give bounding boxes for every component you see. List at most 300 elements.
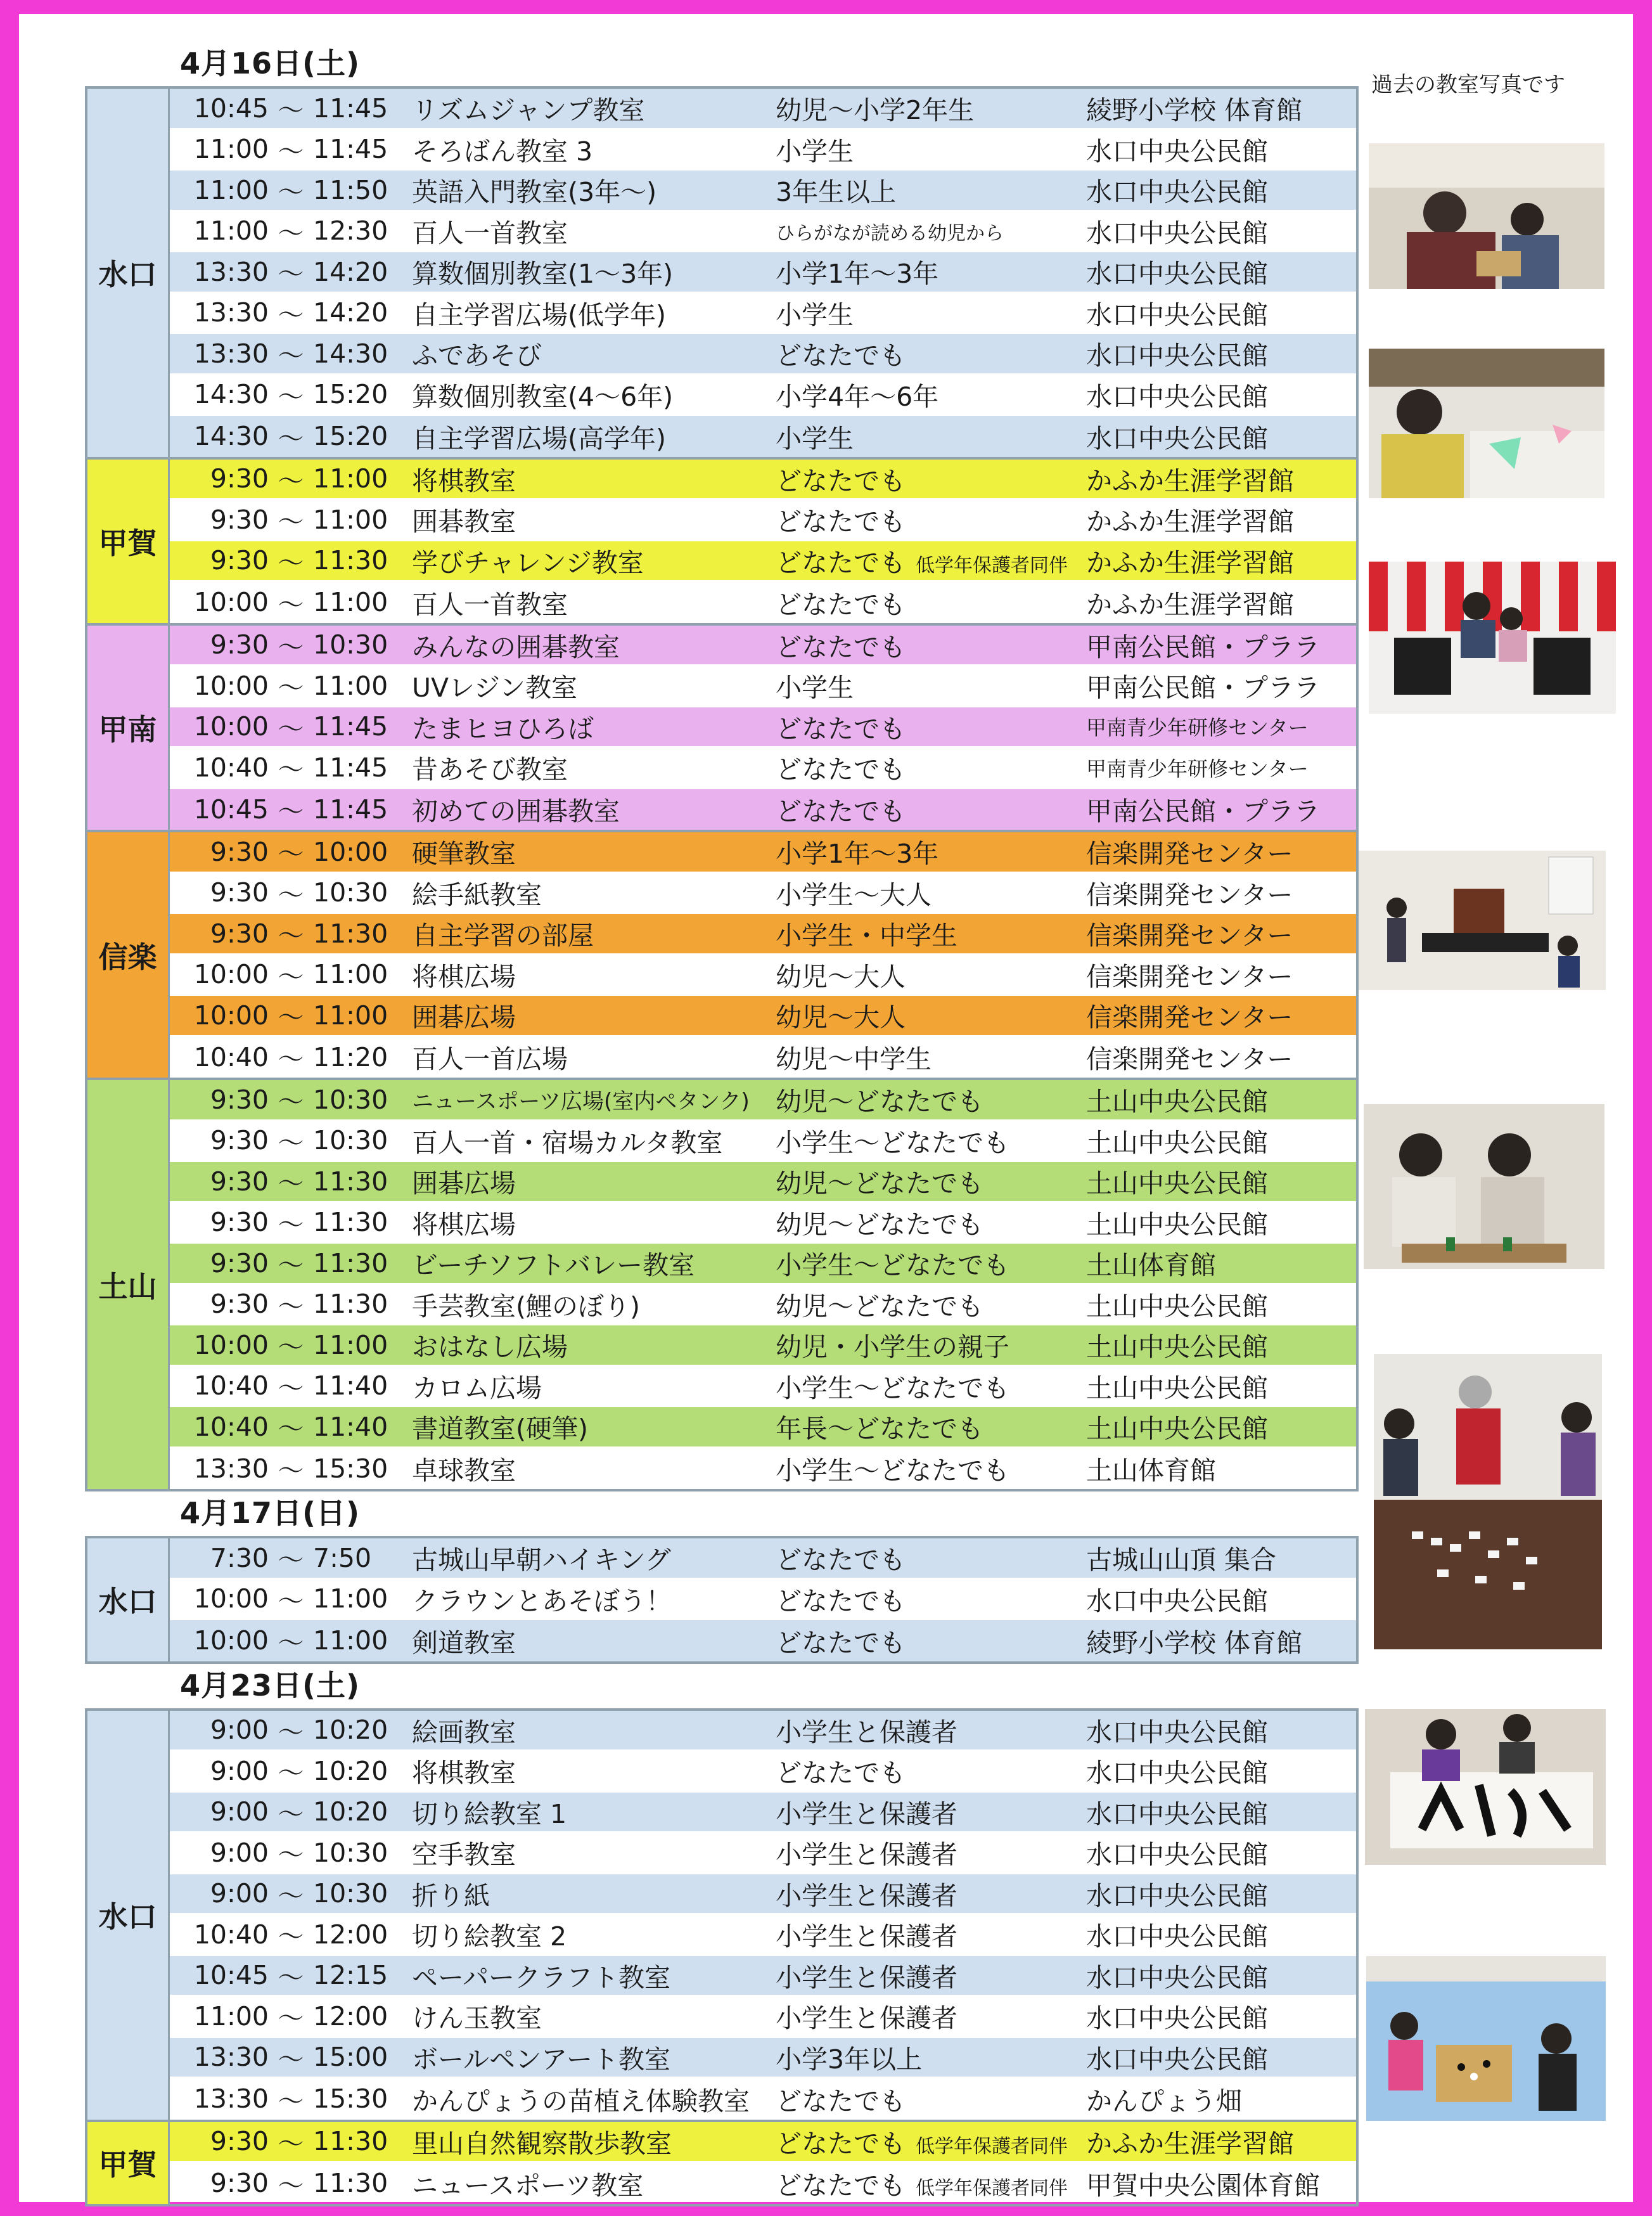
- start-time: 10:40: [193, 1411, 269, 1442]
- end-time: 11:00: [313, 1000, 388, 1031]
- time-separator: ～: [278, 589, 304, 620]
- class-name: 初めての囲碁教室: [412, 796, 620, 827]
- end-time: 11:30: [313, 1207, 388, 1238]
- schedule-rows: [170, 626, 1356, 830]
- venue: 水口中央公民館: [1086, 217, 1268, 248]
- audience: 小学1年～3年: [776, 839, 939, 870]
- end-time: 11:00: [313, 504, 388, 535]
- audience-cell: [776, 708, 1086, 745]
- time-separator: ～: [278, 673, 304, 704]
- venue: 水口中央公民館: [1086, 1839, 1268, 1871]
- class-name: ふであそび: [412, 340, 542, 371]
- start-time: 7:30: [210, 1542, 269, 1573]
- region-block-tsuchiyama: [85, 1080, 1359, 1491]
- venue: かふか生涯学習館: [1086, 506, 1294, 538]
- start-time: 9:00: [210, 1796, 269, 1827]
- table-row: [170, 252, 1356, 293]
- audience: どなたでも: [776, 506, 906, 538]
- time-separator: ～: [278, 177, 304, 208]
- region-block-minakuchi: [85, 1708, 1359, 2122]
- audience: どなたでも: [776, 754, 906, 785]
- venue: 土山体育館: [1086, 1455, 1216, 1486]
- start-time: 9:30: [210, 504, 269, 535]
- audience-cell: [776, 2080, 1086, 2118]
- class-name: おはなし広場: [412, 1332, 568, 1363]
- venue: かふか生涯学習館: [1086, 465, 1294, 496]
- time-separator: ～: [278, 136, 304, 167]
- venue: 信楽開発センター: [1086, 961, 1293, 992]
- audience: 年長～どなたでも: [776, 1414, 983, 1445]
- venue: 水口中央公民館: [1086, 136, 1268, 167]
- table-row: [170, 500, 1356, 541]
- class-name: 囲碁広場: [412, 1168, 516, 1199]
- table-row: [170, 2038, 1356, 2079]
- venue: かんぴょう畑: [1086, 2085, 1242, 2116]
- audience: どなたでも: [776, 547, 906, 578]
- audience: どなたでも: [776, 589, 906, 620]
- class-name: ボールペンアート教室: [412, 2044, 670, 2075]
- audience-cell: [776, 1122, 1086, 1159]
- date-heading: 4月17日(日): [180, 1496, 361, 1530]
- audience: 小学1年～3年: [776, 259, 939, 290]
- audience-cell: [776, 1711, 1086, 1749]
- time-separator: ～: [278, 506, 304, 538]
- table-row: [170, 460, 1356, 501]
- class-name: かんぴょうの苗植え体験教室: [412, 2085, 750, 2116]
- table-row: [170, 1121, 1356, 1163]
- audience: 小学生と保護者: [776, 1962, 957, 1993]
- audience: 幼児～中学生: [776, 1044, 932, 1075]
- start-time: 11:00: [193, 216, 269, 247]
- audience-cell: [776, 874, 1086, 912]
- audience-cell: [776, 1450, 1086, 1487]
- end-time: 14:30: [313, 338, 388, 369]
- time-separator: ～: [278, 217, 304, 248]
- table-row: [170, 1538, 1356, 1580]
- audience: どなたでも: [776, 796, 906, 827]
- region-block-shigaraki: [85, 832, 1359, 1080]
- venue: 甲南公民館・プララ: [1086, 631, 1320, 662]
- audience: 小学生～大人: [776, 879, 932, 910]
- time-separator: ～: [278, 879, 304, 910]
- table-row: [170, 1956, 1356, 1997]
- table-row: [170, 334, 1356, 375]
- schedule-rows: [170, 2122, 1356, 2204]
- end-time: 10:20: [313, 1755, 388, 1786]
- end-time: 11:00: [313, 463, 388, 494]
- class-name: みんなの囲碁教室: [412, 631, 620, 662]
- start-time: 11:00: [193, 174, 269, 205]
- end-time: 10:30: [313, 1878, 388, 1909]
- region-label: 水口: [87, 1711, 170, 2120]
- class-name: 囲碁教室: [412, 506, 516, 538]
- class-name: ニュースポーツ広場(室内ペタンク): [412, 1089, 750, 1115]
- audience: 小学生: [776, 299, 854, 330]
- end-time: 11:30: [313, 545, 388, 576]
- venue: 信楽開発センター: [1086, 879, 1293, 910]
- photo-caption: 過去の教室写真です: [1371, 72, 1565, 98]
- end-time: 12:15: [313, 1960, 388, 1991]
- time-separator: ～: [278, 1921, 304, 1952]
- start-time: 10:00: [193, 959, 269, 990]
- time-separator: ～: [278, 631, 304, 662]
- end-time: 10:30: [313, 1125, 388, 1156]
- photo-classroom-6: [1374, 1354, 1602, 1649]
- audience: どなたでも: [776, 713, 906, 744]
- start-time: 9:00: [210, 1715, 269, 1746]
- audience-cell: [776, 1539, 1086, 1576]
- audience: どなたでも: [776, 1758, 906, 1789]
- end-time: 12:00: [313, 2000, 388, 2032]
- end-time: 11:30: [313, 2126, 388, 2157]
- audience: 小学生と保護者: [776, 1717, 957, 1748]
- time-separator: ～: [278, 1332, 304, 1363]
- audience-cell: [776, 833, 1086, 870]
- table-row: [170, 748, 1356, 789]
- photo-classroom-5: [1364, 1104, 1604, 1269]
- class-name: 硬筆教室: [412, 839, 516, 870]
- start-time: 9:30: [210, 1207, 269, 1238]
- table-row: [170, 1448, 1356, 1490]
- audience: 小学3年以上: [776, 2044, 923, 2075]
- class-name: 絵手紙教室: [412, 879, 542, 910]
- start-time: 9:30: [210, 877, 269, 908]
- venue: 甲南青少年研修センター: [1086, 716, 1309, 740]
- end-time: 15:30: [313, 2084, 388, 2115]
- audience: 小学生: [776, 673, 854, 704]
- region-label: 信楽: [87, 832, 170, 1078]
- start-time: 11:00: [193, 2000, 269, 2032]
- audience-cell: [776, 501, 1086, 538]
- time-separator: ～: [278, 1627, 304, 1658]
- end-time: 14:20: [313, 256, 388, 287]
- time-separator: ～: [278, 1291, 304, 1322]
- audience-cell: [776, 131, 1086, 168]
- class-name: 百人一首教室: [412, 217, 568, 248]
- region-label: 甲南: [87, 626, 170, 830]
- audience-note: 低学年保護者同伴: [916, 554, 1068, 577]
- audience-cell: [776, 584, 1086, 621]
- class-name: 手芸教室(鯉のぼり): [412, 1291, 640, 1322]
- region-label: 甲賀: [87, 2122, 170, 2204]
- start-time: 10:45: [193, 93, 269, 124]
- table-row: [170, 89, 1356, 130]
- audience-cell: [776, 216, 1086, 246]
- start-time: 9:30: [210, 836, 269, 867]
- region-label: 土山: [87, 1080, 170, 1489]
- audience: どなたでも: [776, 631, 906, 662]
- time-separator: ～: [278, 2044, 304, 2075]
- table-row: [170, 1080, 1356, 1121]
- schedule-rows: [170, 1711, 1356, 2120]
- audience: 小学生と保護者: [776, 2003, 957, 2034]
- audience: どなたでも: [776, 2085, 906, 2116]
- venue: 水口中央公民館: [1086, 2003, 1268, 2034]
- class-name: 剣道教室: [412, 1627, 516, 1658]
- audience: 小学生: [776, 136, 854, 167]
- start-time: 13:30: [193, 1453, 269, 1484]
- region-block-minakuchi: [85, 86, 1359, 460]
- class-name: 折り紙: [412, 1880, 490, 1911]
- end-time: 11:30: [313, 1166, 388, 1197]
- table-row: [170, 1711, 1356, 1752]
- table-row: [170, 1325, 1356, 1367]
- venue: 水口中央公民館: [1086, 1880, 1268, 1911]
- photo-classroom-3: [1369, 562, 1616, 714]
- end-time: 11:00: [313, 1329, 388, 1360]
- time-separator: ～: [278, 423, 304, 454]
- start-time: 10:45: [193, 794, 269, 825]
- start-time: 9:30: [210, 918, 269, 949]
- start-time: 10:00: [193, 1625, 269, 1656]
- photo-classroom-2: [1369, 349, 1604, 498]
- venue: 土山中央公民館: [1086, 1414, 1268, 1445]
- schedule-rows: [170, 1538, 1356, 1661]
- start-time: 10:40: [193, 1370, 269, 1401]
- audience-cell: [776, 1285, 1086, 1323]
- audience: 小学生と保護者: [776, 1839, 957, 1871]
- end-time: 7:50: [313, 1542, 372, 1573]
- class-name: UVレジン教室: [412, 673, 578, 704]
- audience-cell: [776, 542, 1086, 579]
- venue: 水口中央公民館: [1086, 2044, 1268, 2075]
- class-name: 古城山早朝ハイキング: [412, 1545, 671, 1576]
- audience-cell: [776, 1834, 1086, 1871]
- class-name: 昔あそび教室: [412, 754, 568, 785]
- class-name: 百人一首教室: [412, 589, 568, 620]
- table-row: [170, 1793, 1356, 1834]
- class-name: 囲碁広場: [412, 1002, 516, 1033]
- audience: 小学生: [776, 423, 854, 454]
- end-time: 11:40: [313, 1411, 388, 1442]
- start-time: 14:30: [193, 421, 269, 452]
- time-separator: ～: [278, 1455, 304, 1486]
- venue: 信楽開発センター: [1086, 920, 1293, 951]
- audience-cell: [776, 1204, 1086, 1241]
- venue: 土山中央公民館: [1086, 1168, 1268, 1199]
- end-time: 10:00: [313, 836, 388, 867]
- time-separator: ～: [278, 796, 304, 827]
- audience-cell: [776, 749, 1086, 786]
- time-separator: ～: [278, 2085, 304, 2116]
- table-row: [170, 1037, 1356, 1078]
- start-time: 9:30: [210, 629, 269, 660]
- time-separator: ～: [278, 2128, 304, 2159]
- end-time: 12:30: [313, 216, 388, 247]
- end-time: 10:30: [313, 629, 388, 660]
- table-row: [170, 626, 1356, 667]
- start-time: 9:30: [210, 463, 269, 494]
- time-separator: ～: [278, 1880, 304, 1911]
- table-row: [170, 996, 1356, 1037]
- audience-cell: [776, 253, 1086, 290]
- start-time: 10:40: [193, 1041, 269, 1073]
- venue: 土山体育館: [1086, 1250, 1216, 1281]
- audience-cell: [776, 460, 1086, 498]
- table-row: [170, 293, 1356, 335]
- audience-cell: [776, 2039, 1086, 2076]
- audience: 小学4年～6年: [776, 381, 939, 412]
- table-row: [170, 1285, 1356, 1326]
- audience-cell: [776, 2123, 1086, 2160]
- start-time: 9:00: [210, 1755, 269, 1786]
- end-time: 11:40: [313, 1370, 388, 1401]
- time-separator: ～: [278, 1585, 304, 1616]
- table-row: [170, 832, 1356, 873]
- audience: ひらがなが読める幼児から: [776, 222, 1004, 245]
- table-row: [170, 1244, 1356, 1285]
- audience-cell: [776, 915, 1086, 952]
- start-time: 9:30: [210, 2168, 269, 2199]
- time-separator: ～: [278, 2003, 304, 2034]
- time-separator: ～: [278, 1414, 304, 1445]
- table-row: [170, 416, 1356, 457]
- audience: どなたでも: [776, 340, 906, 371]
- audience-cell: [776, 418, 1086, 455]
- audience-cell: [776, 1752, 1086, 1789]
- class-name: 空手教室: [412, 1839, 516, 1871]
- class-name: 将棋教室: [412, 1758, 516, 1789]
- region-block-koka: [85, 2122, 1359, 2206]
- region-label: 甲賀: [87, 460, 170, 623]
- end-time: 10:30: [313, 1837, 388, 1868]
- class-name: 百人一首・宿場カルタ教室: [412, 1127, 723, 1158]
- start-time: 10:00: [193, 1000, 269, 1031]
- time-separator: ～: [278, 299, 304, 330]
- table-row: [170, 2078, 1356, 2120]
- start-time: 13:30: [193, 2042, 269, 2073]
- table-row: [170, 582, 1356, 623]
- venue: 水口中央公民館: [1086, 381, 1268, 412]
- start-time: 9:30: [210, 1166, 269, 1197]
- venue: 水口中央公民館: [1086, 259, 1268, 290]
- venue: 甲賀中央公園体育館: [1086, 2170, 1320, 2201]
- venue: 土山中央公民館: [1086, 1372, 1268, 1403]
- start-time: 13:30: [193, 297, 269, 328]
- class-name: 里山自然観察散歩教室: [412, 2128, 672, 2159]
- class-name: 卓球教室: [412, 1455, 516, 1486]
- table-row: [170, 375, 1356, 416]
- start-time: 10:45: [193, 1960, 269, 1991]
- venue: 水口中央公民館: [1086, 423, 1268, 454]
- audience-cell: [776, 171, 1086, 209]
- start-time: 11:00: [193, 134, 269, 165]
- audience-cell: [776, 1038, 1086, 1076]
- time-separator: ～: [278, 1044, 304, 1075]
- end-time: 10:20: [313, 1715, 388, 1746]
- time-separator: ～: [278, 465, 304, 496]
- end-time: 10:20: [313, 1796, 388, 1827]
- audience-cell: [776, 335, 1086, 372]
- start-time: 9:30: [210, 1247, 269, 1279]
- venue: 水口中央公民館: [1086, 1962, 1268, 1993]
- time-separator: ～: [278, 547, 304, 578]
- audience: 幼児～大人: [776, 1002, 906, 1033]
- end-time: 10:30: [313, 877, 388, 908]
- class-name: 将棋広場: [412, 1209, 516, 1240]
- venue: かふか生涯学習館: [1086, 589, 1294, 620]
- audience-cell: [776, 89, 1086, 127]
- class-name: クラウンとあそぼう！: [412, 1585, 672, 1616]
- table-row: [170, 171, 1356, 212]
- venue: 土山中央公民館: [1086, 1209, 1268, 1240]
- audience: 幼児～どなたでも: [776, 1291, 983, 1322]
- end-time: 14:20: [313, 297, 388, 328]
- time-separator: ～: [278, 1545, 304, 1576]
- table-row: [170, 1997, 1356, 2038]
- venue: 甲南青少年研修センター: [1086, 756, 1309, 781]
- photo-classroom-8: [1366, 1956, 1606, 2121]
- schedule-rows: [170, 1080, 1356, 1489]
- class-name: 自主学習の部屋: [412, 920, 594, 951]
- venue: 土山中央公民館: [1086, 1127, 1268, 1158]
- venue: かふか生涯学習館: [1086, 2128, 1294, 2159]
- start-time: 13:30: [193, 256, 269, 287]
- start-time: 9:00: [210, 1878, 269, 1909]
- venue: 信楽開発センター: [1086, 1044, 1293, 1075]
- time-separator: ～: [278, 920, 304, 951]
- schedule-rows: [170, 89, 1356, 457]
- time-separator: ～: [278, 2170, 304, 2201]
- table-row: [170, 1580, 1356, 1621]
- audience: 小学生と保護者: [776, 1921, 957, 1952]
- start-time: 9:30: [210, 1084, 269, 1115]
- end-time: 11:45: [313, 752, 388, 783]
- time-separator: ～: [278, 1962, 304, 1993]
- start-time: 9:30: [210, 1289, 269, 1320]
- audience: 小学生～どなたでも: [776, 1372, 1009, 1403]
- audience: 幼児・小学生の親子: [776, 1332, 1009, 1363]
- venue: 土山中央公民館: [1086, 1086, 1268, 1118]
- end-time: 11:30: [313, 1289, 388, 1320]
- audience: 小学生～どなたでも: [776, 1250, 1009, 1281]
- venue: 土山中央公民館: [1086, 1332, 1268, 1363]
- time-separator: ～: [278, 1168, 304, 1199]
- class-name: 将棋広場: [412, 961, 516, 992]
- class-name: 学びチャレンジ教室: [412, 547, 644, 578]
- class-name: リズムジャンプ教室: [412, 95, 645, 126]
- audience-note: 低学年保護者同伴: [916, 2177, 1068, 2200]
- start-time: 10:00: [193, 711, 269, 742]
- class-name: ペーパークラフト教室: [412, 1962, 670, 1993]
- end-time: 11:30: [313, 2168, 388, 2199]
- audience-cell: [776, 1580, 1086, 1618]
- venue: 水口中央公民館: [1086, 299, 1268, 330]
- end-time: 11:00: [313, 587, 388, 618]
- end-time: 15:30: [313, 1453, 388, 1484]
- table-row: [170, 666, 1356, 707]
- time-separator: ～: [278, 1209, 304, 1240]
- class-name: 百人一首広場: [412, 1044, 568, 1075]
- end-time: 11:45: [313, 134, 388, 165]
- venue: 甲南公民館・プララ: [1086, 673, 1320, 704]
- audience: どなたでも: [776, 1627, 906, 1658]
- table-row: [170, 130, 1356, 171]
- time-separator: ～: [278, 1086, 304, 1118]
- audience: どなたでも: [776, 465, 906, 496]
- class-name: 算数個別教室(4～6年): [412, 381, 674, 412]
- audience: 小学生～どなたでも: [776, 1127, 1009, 1158]
- time-separator: ～: [278, 1250, 304, 1281]
- time-separator: ～: [278, 1839, 304, 1871]
- start-time: 9:30: [210, 1125, 269, 1156]
- audience-cell: [776, 1367, 1086, 1405]
- venue: 綾野小学校 体育館: [1086, 95, 1303, 126]
- end-time: 15:00: [313, 2042, 388, 2073]
- photo-column: [1359, 42, 1625, 2184]
- start-time: 9:30: [210, 545, 269, 576]
- region-label: 水口: [87, 89, 170, 457]
